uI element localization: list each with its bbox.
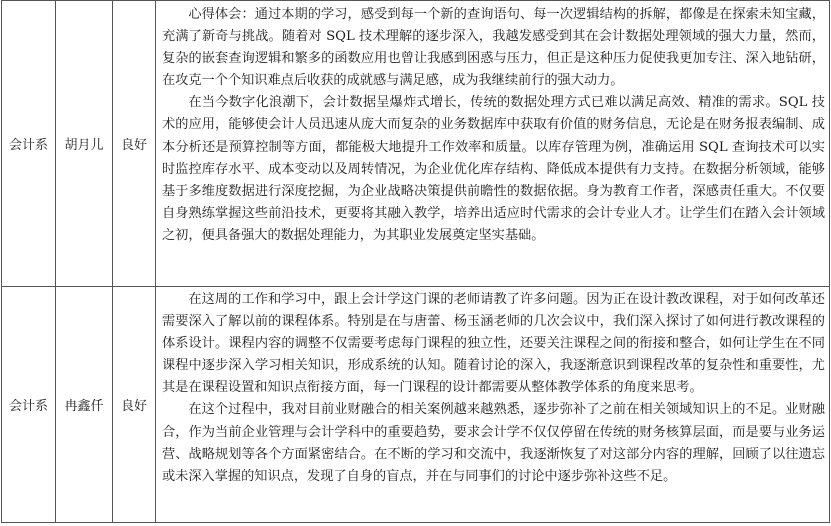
grade-cell: 良好: [113, 1, 156, 287]
reflection-paragraph: 在这周的工作和学习中，跟上会计学这门课的老师请教了许多问题。因为正在设计教改课程，对于如何改革还需要深入了解以前的课程体系。特别是在与唐蕾、杨玉涵老师的几次会议中，我们深入探讨了如何进行教改课程的体系设计。课程内容的调整不仅需要考虑每门课程的独立性，还要关注课程之间的衔接和整合，如何让学生在不同课程中逐步深入学习相关知识，形成系统的认知。随着讨论的深入，我逐渐意识到课程改革的复杂性和重要性，尤其是在课程设置和知识点衔接方面，每一门课程的设计都需要从整体教学体系的角度来思考。: [162, 292, 825, 396]
table-row: [2, 1, 830, 287]
reflection-paragraph: 心得体会：通过本期的学习，感受到每一个新的查询语句、每一次逻辑结构的拆解，都像是在探索未知宝藏，充满了新奇与挑战。随着对 SQL 技术理解的逐步深入，我越发感受到其在会计数据处理领域的强大力量，然而，复杂的嵌套查询逻辑和繁多的函数应用也曾让我感到困惑与压力，但正是这种压力促使我更加专注、深入地钻研，在攻克一个个知识难点后收获的成就感与满足感，成为我继续前行的强大动力。: [162, 7, 825, 89]
grade-cell: 良好: [113, 287, 156, 523]
table-row: [2, 287, 830, 523]
name-cell: 胡月儿: [56, 1, 113, 287]
reflection-cell: [156, 1, 830, 287]
reflection-table: [1, 0, 830, 523]
department-cell: 会计系: [2, 287, 56, 523]
name-cell: 冉鑫仟: [56, 287, 113, 523]
document-page: [1, 0, 830, 526]
reflection-paragraph: 在当今数字化浪潮下，会计数据呈爆炸式增长，传统的数据处理方式已难以满足高效、精准的需求。SQL 技术的应用，能够使会计人员迅速从庞大而复杂的业务数据库中获取有价值的财务信息，无论是在财务报表编制、成本分析还是预算控制等方面，都能极大地提升工作效率和质量。以库存管理为例，准确运用 SQL 查询技术可以实时监控库存水平、成本变动以及周转情况，为企业优化库存结构、降低成本提供有力支持。在数据分析领域，能够基于多维度数据进行深度挖掘，为企业战略决策提供前瞻性的数据依据。身为教育工作者，深感责任重大。不仅要自身熟练掌握这些前沿技术，更要将其融入教学，培养出适应时代需求的会计专业人才。让学生们在踏入会计领域之初，便具备强大的数据处理能力，为其职业发展奠定坚实基础。: [162, 95, 825, 243]
department-cell: 会计系: [2, 1, 56, 287]
reflection-cell: [156, 287, 830, 523]
reflection-paragraph: 在这个过程中，我对目前业财融合的相关案例越来越熟悉，逐步弥补了之前在相关领域知识上的不足。业财融合，作为当前企业管理与会计学科中的重要趋势，要求会计学不仅仅停留在传统的财务核算层面，而是要与业务运营、战略规划等各个方面紧密结合。在不断的学习和交流中，我逐渐恢复了对这部分内容的理解，回顾了以往遗忘或未深入掌握的知识点，发现了自身的盲点，并在与同事们的讨论中逐步弥补这些不足。: [162, 402, 825, 484]
